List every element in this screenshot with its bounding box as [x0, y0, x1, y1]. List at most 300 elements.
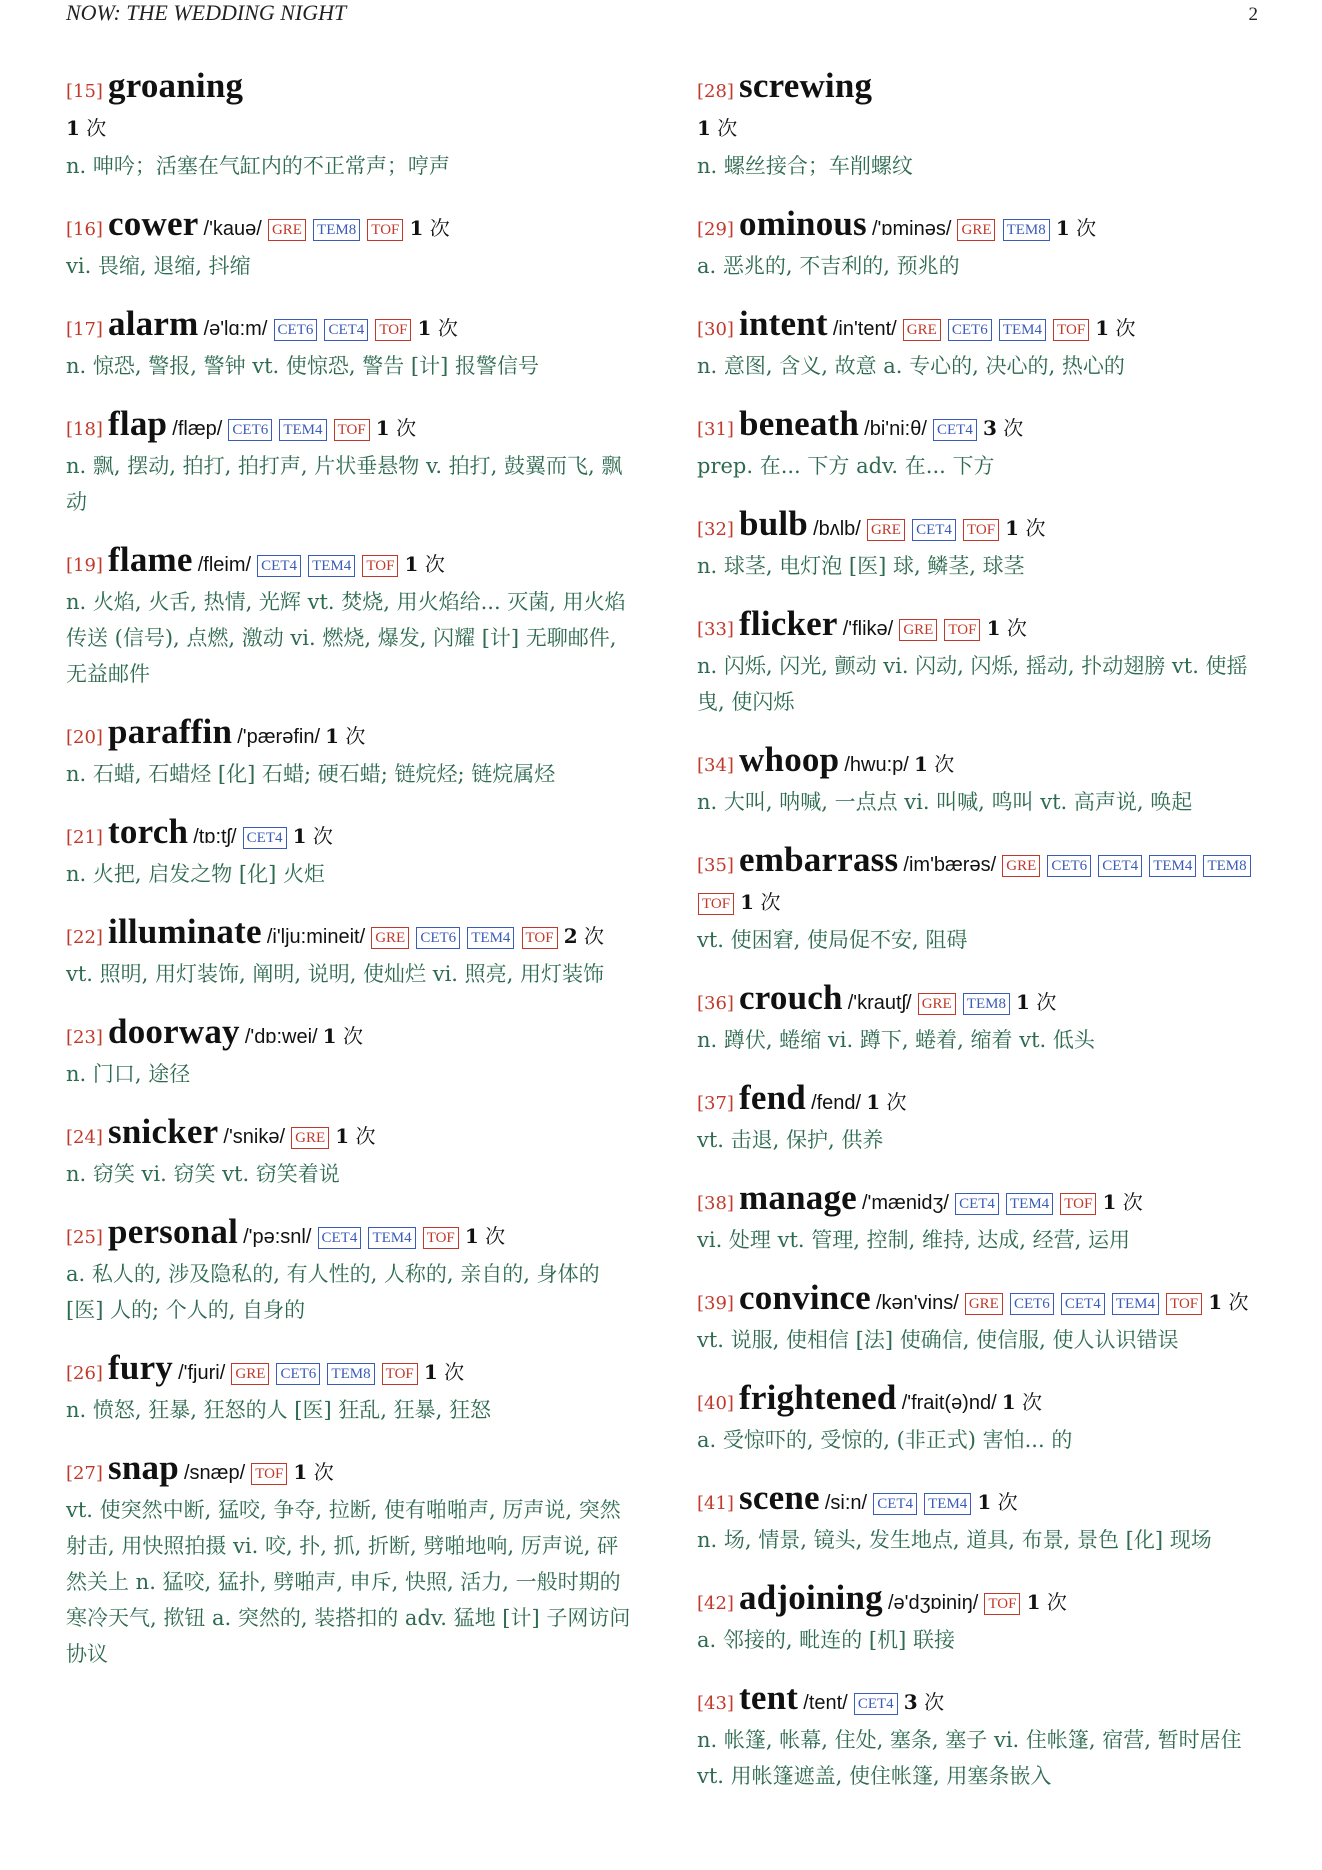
phonetic: /i'lju:mineit/ — [266, 926, 366, 948]
exam-tag: CET4 — [318, 1227, 362, 1249]
entry-index: [39] — [697, 1293, 734, 1314]
definition: n. 惊恐, 警报, 警钟 vt. 使惊恐, 警告 [计] 报警信号 — [66, 354, 539, 378]
definition: vt. 使突然中断, 猛咬, 争夺, 拉断, 使有啪啪声, 厉声说, 突然射击, 用快照拍摄 vi. 咬, 扑, 抓, 折断, 劈啪地响, 厉声说, 砰然关上 n. 猛咬, 猛扑, 劈啪声, 申斥, 快照, 活力, 一般时期的寒冷天气, 揿钮 a. 突然的, 装搭扣的 adv. 猛地 [计] 子网访问协议 — [66, 1498, 631, 1666]
count-number: 1 — [866, 1090, 881, 1114]
exam-tag: TEM8 — [963, 993, 1010, 1015]
entry-index: [42] — [697, 1593, 734, 1614]
occurrence-count — [293, 824, 333, 848]
vocab-entry — [66, 1014, 636, 1092]
headword: snap — [108, 1448, 179, 1487]
entry-headline — [697, 980, 1267, 1022]
vocab-entry — [697, 206, 1267, 284]
exam-tag: TOF — [382, 1363, 418, 1385]
phonetic: /'fjuri/ — [178, 1362, 226, 1384]
vocab-entry — [697, 1380, 1267, 1458]
count-unit: 次 — [934, 752, 955, 776]
entry-index: [32] — [697, 519, 734, 540]
exam-tag: TOF — [367, 219, 403, 241]
headword: flame — [108, 540, 193, 579]
occurrence-count — [293, 1460, 333, 1484]
exam-tag: TEM4 — [368, 1227, 415, 1249]
entry-index: [43] — [697, 1693, 734, 1714]
entry-headline — [66, 714, 636, 756]
exam-tag: CET4 — [243, 827, 287, 849]
count-unit: 次 — [313, 1460, 334, 1484]
exam-tag: CET4 — [955, 1193, 999, 1215]
occurrence-count — [323, 1024, 363, 1048]
count-number: 1 — [325, 724, 340, 748]
count-unit: 次 — [1025, 516, 1046, 540]
phonetic: /im'bærəs/ — [903, 854, 997, 876]
count-unit: 次 — [1228, 1290, 1249, 1314]
phonetic: /tent/ — [803, 1692, 848, 1714]
occurrence-count — [1005, 516, 1045, 540]
entry-headline — [697, 1480, 1267, 1522]
count-number: 1 — [1055, 216, 1070, 240]
exam-tag: TEM4 — [467, 927, 514, 949]
entry-headline — [697, 1080, 1267, 1122]
page-number: 2 — [1248, 4, 1258, 25]
exam-tag: GRE — [231, 1363, 269, 1385]
vocab-entry — [66, 714, 636, 792]
exam-tag: TEM4 — [1149, 855, 1196, 877]
phonetic: /'kauə/ — [203, 218, 262, 240]
exam-tag: CET4 — [873, 1493, 917, 1515]
exam-tag: GRE — [918, 993, 956, 1015]
headword: flicker — [739, 604, 838, 643]
entry-index: [30] — [697, 319, 734, 340]
count-number: 1 — [375, 416, 390, 440]
exam-tag: CET4 — [912, 519, 956, 541]
phonetic: /'dɒ:wei/ — [244, 1026, 318, 1048]
entry-headline — [697, 306, 1267, 348]
entry-index: [31] — [697, 419, 734, 440]
exam-tag: TEM4 — [1006, 1193, 1053, 1215]
entry-index: [33] — [697, 619, 734, 640]
count-number: 1 — [977, 1490, 992, 1514]
vocab-entry — [66, 1214, 636, 1328]
count-number: 1 — [409, 216, 424, 240]
count-unit: 次 — [444, 1360, 465, 1384]
exam-tag: GRE — [1002, 855, 1040, 877]
definition: n. 球茎, 电灯泡 [医] 球, 鳞茎, 球茎 — [697, 554, 1025, 578]
occurrence-count — [983, 416, 1023, 440]
exam-tag: TEM4 — [308, 555, 355, 577]
entry-index: [29] — [697, 219, 734, 240]
count-unit: 次 — [424, 552, 445, 576]
phonetic: /fleim/ — [197, 554, 252, 576]
entry-headline — [66, 1350, 636, 1392]
entry-index: [15] — [66, 81, 103, 102]
count-unit: 次 — [760, 890, 781, 914]
phonetic: /snæp/ — [184, 1462, 246, 1484]
phonetic: /si:n/ — [824, 1492, 868, 1514]
exam-tag: GRE — [291, 1127, 329, 1149]
occurrence-count — [66, 116, 106, 140]
vocab-entry — [697, 980, 1267, 1058]
exam-tag: GRE — [899, 619, 937, 641]
entry-headline — [697, 1580, 1267, 1622]
headword: flap — [108, 404, 168, 443]
entry-index: [19] — [66, 555, 103, 576]
headword: frightened — [739, 1378, 897, 1417]
headword: tent — [739, 1678, 799, 1717]
entry-headline — [697, 842, 1267, 922]
count-number: 1 — [1005, 516, 1020, 540]
occurrence-count — [564, 924, 604, 948]
entry-headline — [66, 68, 636, 148]
entry-index: [23] — [66, 1027, 103, 1048]
headword: adjoining — [739, 1578, 883, 1617]
occurrence-count — [405, 552, 445, 576]
entry-index: [21] — [66, 827, 103, 848]
entry-index: [24] — [66, 1127, 103, 1148]
headword: intent — [739, 304, 828, 343]
headword: illuminate — [108, 912, 262, 951]
entry-index: [20] — [66, 727, 103, 748]
exam-tag: CET6 — [1010, 1293, 1054, 1315]
occurrence-count — [376, 416, 416, 440]
count-number: 2 — [563, 924, 578, 948]
count-unit: 次 — [924, 1690, 945, 1714]
exam-tag: TOF — [334, 419, 370, 441]
count-number: 1 — [913, 752, 928, 776]
definition: n. 意图, 含义, 故意 a. 专心的, 决心的, 热心的 — [697, 354, 1125, 378]
count-number: 1 — [1095, 316, 1110, 340]
headword: personal — [108, 1212, 238, 1251]
headword: screwing — [739, 66, 873, 105]
entry-headline — [697, 506, 1267, 548]
entry-headline — [66, 542, 636, 584]
count-number: 1 — [1016, 990, 1030, 1014]
occurrence-count — [424, 1360, 464, 1384]
definition: vt. 照明, 用灯装饰, 阐明, 说明, 使灿烂 vi. 照亮, 用灯装饰 — [66, 962, 605, 986]
phonetic: /'mænidʒ/ — [862, 1192, 949, 1214]
entry-headline — [697, 1380, 1267, 1422]
count-unit: 次 — [997, 1490, 1018, 1514]
definition: n. 闪烁, 闪光, 颤动 vi. 闪动, 闪烁, 摇动, 扑动翅膀 vt. 使摇曳, 使闪烁 — [697, 654, 1248, 714]
count-number: 1 — [986, 616, 1001, 640]
exam-tag: CET6 — [274, 319, 318, 341]
count-number: 1 — [1001, 1390, 1016, 1414]
vocab-entry — [697, 1580, 1267, 1658]
vocab-entry — [697, 1480, 1267, 1558]
exam-tag: CET4 — [324, 319, 368, 341]
phonetic: /'pærəfin/ — [237, 726, 320, 748]
exam-tag: TEM8 — [313, 219, 360, 241]
headword: fend — [739, 1078, 806, 1117]
count-unit: 次 — [437, 316, 458, 340]
vocab-entry — [66, 542, 636, 692]
entry-index: [18] — [66, 419, 103, 440]
count-unit: 次 — [583, 924, 604, 948]
exam-tag: CET4 — [854, 1693, 898, 1715]
exam-tag: GRE — [268, 219, 306, 241]
headword: crouch — [739, 978, 843, 1017]
vocab-entry — [697, 68, 1267, 184]
definition: n. 门口, 途径 — [66, 1062, 191, 1086]
vocab-entry — [697, 306, 1267, 384]
definition: n. 愤怒, 狂暴, 狂怒的人 [医] 狂乱, 狂暴, 狂怒 — [66, 1398, 492, 1422]
occurrence-count — [866, 1090, 906, 1114]
occurrence-count — [1095, 316, 1135, 340]
phonetic: /kən'vins/ — [876, 1292, 959, 1314]
entry-headline — [66, 914, 636, 956]
count-number: 1 — [740, 890, 755, 914]
occurrence-count — [1027, 1590, 1067, 1614]
entry-index: [34] — [697, 755, 734, 776]
entry-headline — [66, 306, 636, 348]
entry-headline — [66, 1450, 636, 1492]
definition: prep. 在... 下方 adv. 在... 下方 — [697, 454, 995, 478]
count-number: 1 — [404, 552, 419, 576]
entry-index: [35] — [697, 855, 734, 876]
phonetic: /bʌlb/ — [813, 518, 861, 540]
occurrence-count — [1016, 990, 1056, 1014]
exam-tag: TOF — [362, 555, 398, 577]
headword: cower — [108, 204, 199, 243]
occurrence-count — [914, 752, 954, 776]
headword: bulb — [739, 504, 808, 543]
headword: groaning — [108, 66, 244, 105]
definition: n. 蹲伏, 蜷缩 vi. 蹲下, 蜷着, 缩着 vt. 低头 — [697, 1028, 1095, 1052]
exam-tag: TEM4 — [999, 319, 1046, 341]
entry-headline — [697, 606, 1267, 648]
definition: a. 恶兆的, 不吉利的, 预兆的 — [697, 254, 960, 278]
count-number: 1 — [322, 1024, 337, 1048]
count-unit: 次 — [1076, 216, 1097, 240]
exam-tag: CET6 — [228, 419, 272, 441]
entry-index: [38] — [697, 1193, 734, 1214]
count-number: 1 — [417, 316, 432, 340]
entry-headline — [697, 1180, 1267, 1222]
definition: a. 受惊吓的, 受惊的, (非正式) 害怕... 的 — [697, 1428, 1073, 1452]
phonetic: /'snikə/ — [223, 1126, 286, 1148]
count-unit: 次 — [342, 1024, 363, 1048]
entry-headline — [697, 206, 1267, 248]
entry-headline — [66, 1114, 636, 1156]
header-title: NOW: THE WEDDING NIGHT — [66, 0, 347, 25]
exam-tag: CET6 — [416, 927, 460, 949]
entry-index: [27] — [66, 1463, 103, 1484]
entry-index: [28] — [697, 81, 734, 102]
occurrence-count — [904, 1690, 944, 1714]
entry-index: [26] — [66, 1363, 103, 1384]
exam-tag: TOF — [1166, 1293, 1202, 1315]
vocab-entry — [66, 1350, 636, 1428]
exam-tag: GRE — [867, 519, 905, 541]
definition: n. 飘, 摆动, 拍打, 拍打声, 片状垂悬物 v. 拍打, 鼓翼而飞, 飘动 — [66, 454, 623, 514]
vocab-entry — [697, 1080, 1267, 1158]
definition: n. 石蜡, 石蜡烃 [化] 石蜡; 硬石蜡; 链烷烃; 链烷属烃 — [66, 762, 556, 786]
count-unit: 次 — [1003, 416, 1024, 440]
entry-headline — [66, 814, 636, 856]
right-column — [697, 68, 1267, 1816]
vocab-entry — [697, 1280, 1267, 1358]
definition: n. 场, 情景, 镜头, 发生地点, 道具, 布景, 景色 [化] 现场 — [697, 1528, 1212, 1552]
definition: n. 窃笑 vi. 窃笑 vt. 窃笑着说 — [66, 1162, 340, 1186]
count-number: 3 — [982, 416, 997, 440]
count-unit: 次 — [396, 416, 417, 440]
entry-headline — [697, 68, 1267, 148]
vocab-entry — [697, 506, 1267, 584]
exam-tag: CET4 — [1098, 855, 1142, 877]
count-unit: 次 — [1115, 316, 1136, 340]
vocab-entry — [66, 206, 636, 284]
vocab-entry — [66, 1450, 636, 1672]
exam-tag: TEM4 — [1112, 1293, 1159, 1315]
entry-headline — [697, 742, 1267, 784]
exam-tag: TOF — [522, 927, 558, 949]
count-unit: 次 — [86, 116, 107, 140]
count-unit: 次 — [1006, 616, 1027, 640]
entry-index: [22] — [66, 927, 103, 948]
count-number: 1 — [1026, 1590, 1041, 1614]
entry-headline — [697, 1280, 1267, 1322]
vocab-entry — [697, 406, 1267, 484]
exam-tag: GRE — [903, 319, 941, 341]
entry-index: [40] — [697, 1393, 734, 1414]
exam-tag: TOF — [375, 319, 411, 341]
count-unit: 次 — [886, 1090, 907, 1114]
occurrence-count — [418, 316, 458, 340]
exam-tag: TEM4 — [924, 1493, 971, 1515]
vocab-entry — [66, 406, 636, 520]
exam-tag: CET6 — [1047, 855, 1091, 877]
count-unit: 次 — [717, 116, 738, 140]
count-number: 1 — [697, 116, 711, 140]
occurrence-count — [1056, 216, 1096, 240]
vocab-entry — [697, 1180, 1267, 1258]
headword: ominous — [739, 204, 867, 243]
phonetic: /'flikə/ — [842, 618, 894, 640]
vocab-entry — [66, 814, 636, 892]
count-unit: 次 — [429, 216, 450, 240]
vocab-entry — [697, 1680, 1267, 1794]
entry-index: [25] — [66, 1227, 103, 1248]
headword: whoop — [739, 740, 840, 779]
definition: vi. 处理 vt. 管理, 控制, 维持, 达成, 经营, 运用 — [697, 1228, 1131, 1252]
count-unit: 次 — [345, 724, 366, 748]
vocab-entry — [66, 68, 636, 184]
count-unit: 次 — [1122, 1190, 1143, 1214]
occurrence-count — [465, 1224, 505, 1248]
left-column — [66, 68, 636, 1694]
vocab-entry — [697, 606, 1267, 720]
vocab-entry — [697, 842, 1267, 958]
vocab-entry — [66, 1114, 636, 1192]
exam-tag: TOF — [698, 893, 734, 915]
headword: beneath — [739, 404, 860, 443]
phonetic: /bi'ni:θ/ — [864, 418, 927, 440]
phonetic: /flæp/ — [172, 418, 223, 440]
headword: torch — [108, 812, 189, 851]
entry-index: [41] — [697, 1493, 734, 1514]
vocab-entry — [66, 914, 636, 992]
count-unit: 次 — [1046, 1590, 1067, 1614]
phonetic: /hwu:p/ — [844, 754, 909, 776]
count-number: 1 — [1208, 1290, 1223, 1314]
definition: vt. 击退, 保护, 供养 — [697, 1128, 884, 1152]
exam-tag: GRE — [957, 219, 995, 241]
exam-tag: TEM8 — [1003, 219, 1050, 241]
occurrence-count — [335, 1124, 375, 1148]
headword: embarrass — [739, 840, 899, 879]
definition: n. 大叫, 呐喊, 一点点 vi. 叫喊, 鸣叫 vt. 高声说, 唤起 — [697, 790, 1193, 814]
headword: paraffin — [108, 712, 233, 751]
count-number: 1 — [464, 1224, 479, 1248]
exam-tag: TEM8 — [1203, 855, 1250, 877]
exam-tag: TEM4 — [279, 419, 326, 441]
count-unit: 次 — [485, 1224, 506, 1248]
exam-tag: CET4 — [257, 555, 301, 577]
definition: a. 邻接的, 毗连的 [机] 联接 — [697, 1628, 955, 1652]
exam-tag: CET6 — [276, 1363, 320, 1385]
definition: vt. 说服, 使相信 [法] 使确信, 使信服, 使人认识错误 — [697, 1328, 1179, 1352]
definition: n. 呻吟；活塞在气缸内的不正常声；哼声 — [66, 154, 450, 178]
vocab-entry — [66, 306, 636, 384]
occurrence-count — [697, 116, 737, 140]
exam-tag: TOF — [251, 1463, 287, 1485]
definition: n. 帐篷, 帐幕, 住处, 塞条, 塞子 vi. 住帐篷, 宿营, 暂时居住 vt. 用帐篷遮盖, 使住帐篷, 用塞条嵌入 — [697, 1728, 1242, 1788]
entry-index: [36] — [697, 993, 734, 1014]
entry-headline — [697, 406, 1267, 448]
occurrence-count — [977, 1490, 1017, 1514]
count-number: 1 — [66, 116, 80, 140]
phonetic: /'frait(ə)nd/ — [901, 1392, 997, 1414]
exam-tag: TOF — [944, 619, 980, 641]
headword: manage — [739, 1178, 857, 1217]
exam-tag: TOF — [963, 519, 999, 541]
occurrence-count — [740, 890, 780, 914]
exam-tag: TOF — [1060, 1193, 1096, 1215]
definition: n. 螺丝接合；车削螺纹 — [697, 154, 913, 178]
phonetic: /'pə:snl/ — [243, 1226, 312, 1248]
entry-index: [16] — [66, 219, 103, 240]
count-number: 1 — [293, 1460, 308, 1484]
exam-tag: CET6 — [948, 319, 992, 341]
count-number: 1 — [335, 1124, 350, 1148]
count-unit: 次 — [355, 1124, 376, 1148]
phonetic: /'ɒminəs/ — [871, 218, 952, 240]
entry-headline — [697, 1680, 1267, 1722]
definition: a. 私人的, 涉及隐私的, 有人性的, 人称的, 亲自的, 身体的 [医] 人的; 个人的, 自身的 — [66, 1262, 600, 1322]
entry-index: [37] — [697, 1093, 734, 1114]
exam-tag: TEM8 — [327, 1363, 374, 1385]
vocab-entry — [697, 742, 1267, 820]
phonetic: /'krautʃ/ — [847, 992, 912, 1014]
occurrence-count — [409, 216, 449, 240]
exam-tag: TOF — [1053, 319, 1089, 341]
count-number: 3 — [903, 1690, 918, 1714]
exam-tag: CET4 — [1061, 1293, 1105, 1315]
exam-tag: CET4 — [933, 419, 977, 441]
exam-tag: TOF — [984, 1593, 1020, 1615]
entry-index: [17] — [66, 319, 103, 340]
page-header — [66, 0, 1258, 30]
entry-headline — [66, 1014, 636, 1056]
count-unit: 次 — [312, 824, 333, 848]
entry-headline — [66, 406, 636, 448]
occurrence-count — [1208, 1290, 1248, 1314]
count-number: 1 — [1102, 1190, 1117, 1214]
occurrence-count — [1002, 1390, 1042, 1414]
definition: vi. 畏缩, 退缩, 抖缩 — [66, 254, 251, 278]
occurrence-count — [1102, 1190, 1142, 1214]
headword: doorway — [108, 1012, 240, 1051]
definition: n. 火焰, 火舌, 热情, 光辉 vt. 焚烧, 用火焰给... 灭菌, 用火焰传送 (信号), 点燃, 激动 vi. 燃烧, 爆发, 闪耀 [计] 无聊邮件, 无益邮件 — [66, 590, 626, 686]
exam-tag: TOF — [423, 1227, 459, 1249]
